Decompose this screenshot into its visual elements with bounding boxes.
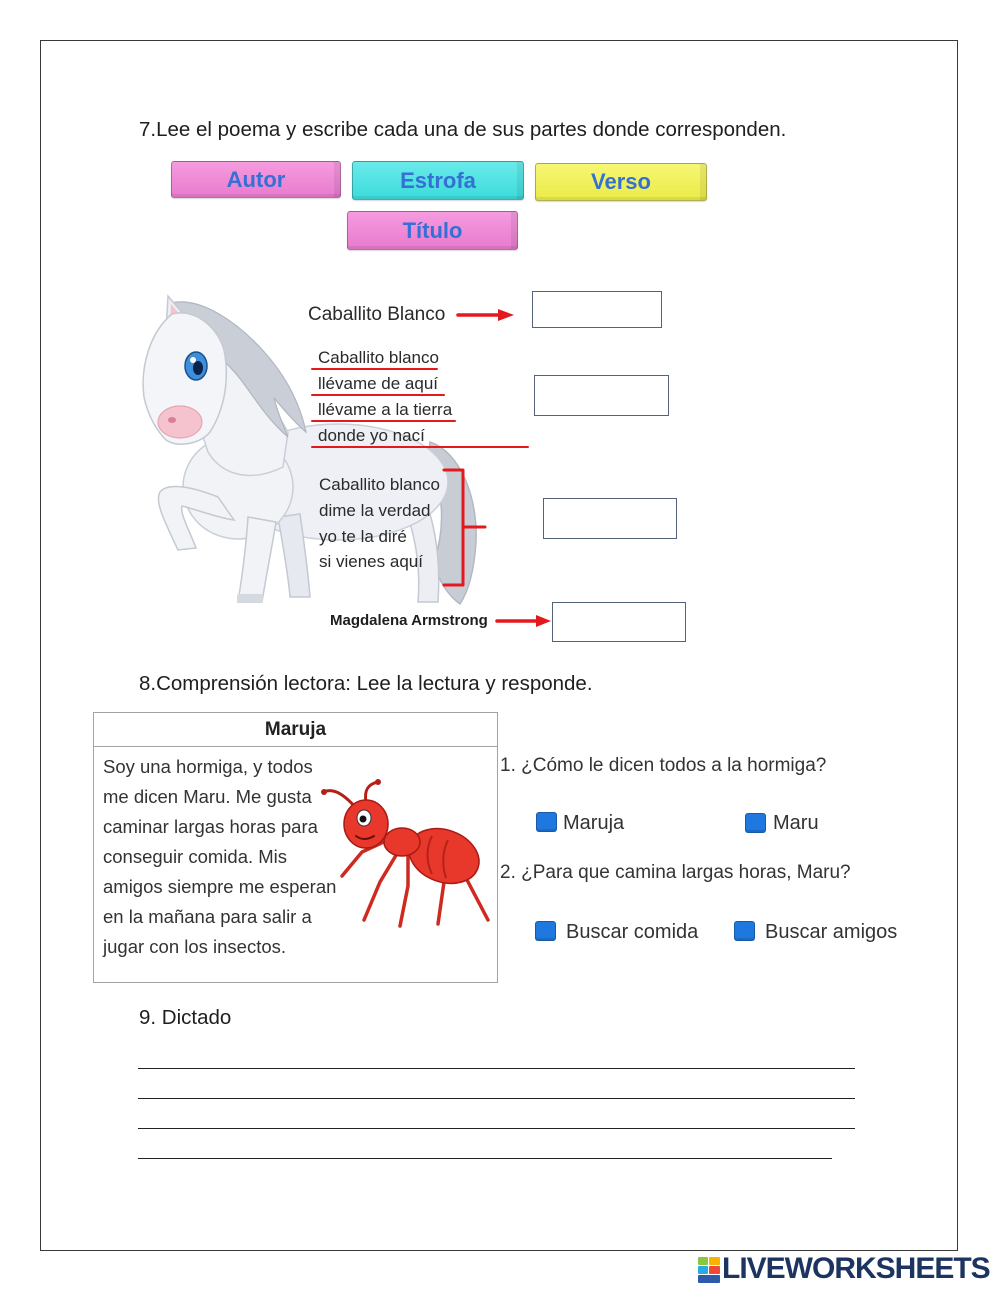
ant-antenna-tip <box>375 779 381 785</box>
question-1: 1. ¿Cómo le dicen todos a la hormiga? <box>500 755 827 776</box>
reading-line: amigos siempre me esperan <box>103 876 337 897</box>
ant-thorax <box>384 828 420 856</box>
dictation-line-2[interactable] <box>138 1098 855 1099</box>
answer-box-verse[interactable] <box>534 375 669 416</box>
ant-illustration <box>320 778 494 932</box>
horse-muzzle <box>158 406 202 438</box>
option-label: Maru <box>773 812 819 834</box>
verse-line: llévame a la tierra <box>318 400 453 419</box>
dictation-line-3[interactable] <box>138 1128 855 1129</box>
answer-box-title[interactable] <box>532 291 662 328</box>
section-8-heading: 8.Comprensión lectora: Lee la lectura y responde. <box>139 672 593 695</box>
reading-line: jugar con los insectos. <box>103 936 287 957</box>
poem-title: Caballito Blanco <box>308 304 446 325</box>
verse-line: Caballito blanco <box>318 348 439 367</box>
option-checkbox-maru[interactable] <box>745 813 766 833</box>
reading-line: en la mañana para salir a <box>103 906 312 927</box>
verse-line: yo te la diré <box>319 527 407 546</box>
verse-line: dime la verdad <box>319 501 431 520</box>
answer-box-author[interactable] <box>552 602 686 642</box>
liveworksheets-logo-icon <box>698 1257 720 1283</box>
section-7-heading: 7.Lee el poema y escribe cada una de sus partes donde corresponden. <box>139 118 787 141</box>
tile-autor[interactable] <box>171 161 341 198</box>
option-label: Maruja <box>563 812 625 834</box>
horse-pupil <box>193 361 203 375</box>
tile-label: Título <box>402 217 463 243</box>
ant-pupil <box>360 816 367 823</box>
liveworksheets-logo-text: LIVEWORKSHEETS <box>722 1252 990 1285</box>
poem-author: Magdalena Armstrong <box>330 612 488 629</box>
tile-label: Verso <box>591 169 651 194</box>
reading-line: conseguir comida. Mis <box>103 846 288 867</box>
reading-line: me dicen Maru. Me gusta <box>103 786 312 807</box>
option-checkbox-buscar-amigos[interactable] <box>734 921 755 941</box>
option-checkbox-buscar-comida[interactable] <box>535 921 556 941</box>
section-9-heading: 9. Dictado <box>139 1006 232 1029</box>
verse-line: Caballito blanco <box>319 475 440 494</box>
horse-illustration <box>138 292 480 610</box>
dictation-line-1[interactable] <box>138 1068 855 1069</box>
answer-box-stanza[interactable] <box>543 498 677 539</box>
option-label: Buscar amigos <box>765 921 898 943</box>
tile-verso[interactable] <box>535 163 707 201</box>
verse-line: donde yo nací <box>318 426 425 445</box>
horse-hoof <box>237 594 263 602</box>
question-2: 2. ¿Para que camina largas horas, Maru? <box>500 862 851 883</box>
horse-eye-highlight <box>190 357 196 363</box>
tile-titulo[interactable] <box>347 211 518 250</box>
horse-nostril <box>168 417 176 423</box>
option-label: Buscar comida <box>566 921 699 943</box>
tile-estrofa[interactable] <box>352 161 524 200</box>
verse-line: llévame de aquí <box>318 374 439 393</box>
option-checkbox-maruja[interactable] <box>536 812 557 832</box>
dictation-line-4[interactable] <box>138 1158 832 1159</box>
reading-title: Maruja <box>94 713 497 747</box>
tile-label: Autor <box>226 166 286 192</box>
reading-text <box>103 752 336 962</box>
reading-line: Soy una hormiga, y todos <box>103 756 313 777</box>
reading-line: caminar largas horas para <box>103 816 318 837</box>
tile-label: Estrofa <box>400 167 476 193</box>
verse-line: si vienes aquí <box>319 552 423 571</box>
